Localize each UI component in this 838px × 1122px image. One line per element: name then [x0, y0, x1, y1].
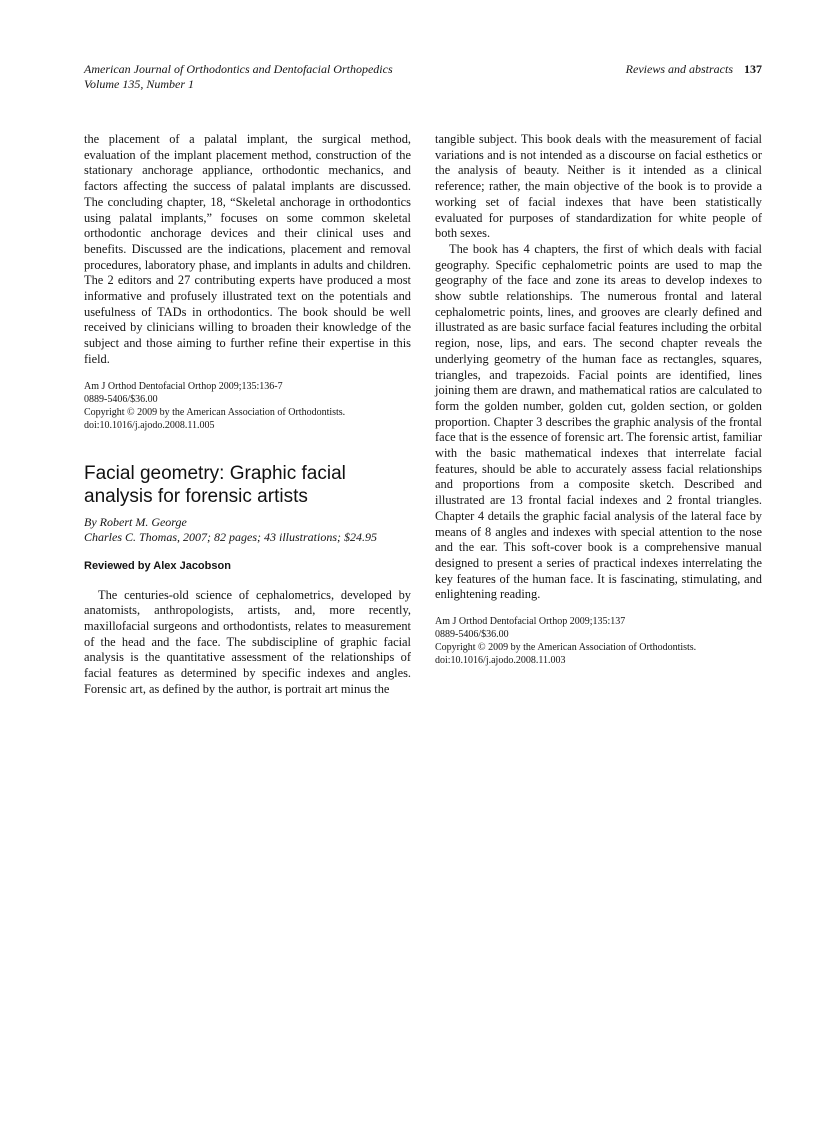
journal-info	[84, 62, 393, 92]
citation-line: Copyright © 2009 by the American Association of Orthodontists.	[84, 406, 346, 418]
left-column	[84, 132, 411, 697]
right-column	[435, 132, 762, 697]
volume-line: Volume 135, Number 1	[84, 77, 194, 91]
citation-line: 0889-5406/$36.00	[435, 629, 509, 641]
review-byline	[84, 515, 411, 545]
review-second-paragraph: The book has 4 chapters, the first of which deals with facial geography. Specific cephalometric points are used to map the geography of the face and zone its areas to develop indexes to show subtle relationships. The numerous frontal and lateral cephalometric points, lines, and grooves are clearly defined and illustrated as are basic surface facial features including the orbital region, nose, lips, and ears. The second chapter reveals the underlying geometry of the human face as rectangles, squares, triangles, and trapezoids. Facial points are identified, lines joining them are drawn, and mathematical ratios are calculated to form the golden number, golden cut, golden section, or golden proportion. Chapter 3 describes the graphic analysis of the frontal face that is the essence of forensic art. The forensic artist, familiar with the basic mathematical indexes that interrelate facial features, should be able to accurately assess facial relationships and proportions from a composite sketch. Described and illustrated are 13 frontal facial indexes and 2 frontal triangles. Chapter 4 details the graphic facial analysis of the lateral face by means of 8 angles and indexes with special attention to the nose and the ear. This soft-cover book is a comprehensive manual designed to present a series of practical indexes interrelating the key features of the human face. It is fascinating, stimulating, and enlightening reading.	[435, 241, 762, 602]
two-column-body	[84, 132, 762, 697]
citation-block-current-review	[435, 615, 762, 667]
journal-title: American Journal of Orthodontics and Dentofacial Orthopedics	[84, 62, 393, 76]
citation-line: Am J Orthod Dentofacial Orthop 2009;135:137	[435, 616, 626, 628]
running-head	[626, 62, 762, 77]
citation-line: Copyright © 2009 by the American Association of Orthodontists.	[435, 642, 697, 654]
review-title: Facial geometry: Graphic facial analysis for forensic artists	[84, 462, 346, 507]
citation-block-previous-review	[84, 380, 411, 432]
citation-line: doi:10.1016/j.ajodo.2008.11.003	[435, 655, 566, 667]
citation-line: doi:10.1016/j.ajodo.2008.11.005	[84, 419, 215, 431]
byline-author: By Robert M. George	[84, 514, 187, 529]
section-name: Reviews and abstracts	[625, 62, 733, 76]
page-header	[84, 62, 762, 92]
continuation-paragraph: the placement of a palatal implant, the surgical method, evaluation of the implant placement method, construction of the stationary anchorage appliance, orthodontic mechanics, and factors affecting the success of palatal implants are discussed. The concluding chapter, 18, “Skeletal anchorage in orthodontics using palatal implants,” focuses on some common skeletal orthodontic anchorage devices and their clinical uses and benefits. Discussed are the indications, placement and removal procedures, laboratory phase, and implants in adults and children. The 2 editors and 27 contributing experts have produced a most informative and profusely illustrated text on the potentials and usefulness of TADs in orthodontics. The book should be well received by clinicians willing to broaden their knowledge of the subject and those aiming to further refine their expertise in this field.	[84, 132, 411, 366]
page-number: 137	[744, 62, 762, 76]
review-opening-paragraph: The centuries-old science of cephalometrics, developed by anatomists, anthropologists, artists, and, more recently, maxillofacial surgeons and orthodontists, relates to measurement of the head and the face. The subdiscipline of graphic facial analysis is the quantitative assessment of the relationships of facial features as determined by specific indexes and angles. Forensic art, as defined by the author, is portrait art minus the	[84, 587, 411, 696]
citation-line: Am J Orthod Dentofacial Orthop 2009;135:136-7	[84, 380, 283, 392]
review-continuation-paragraph: tangible subject. This book deals with the measurement of facial variations and is not intended as a discourse on facial esthetics or the analysis of beauty. Neither is it intended as a clinical reference; rather, the main objective of the book is to provide a working set of facial indexes that have been statistically evaluated for purposes of standardization for white people of both sexes.	[435, 132, 762, 241]
reviewed-by-line: Reviewed by Alex Jacobson	[84, 559, 231, 572]
citation-line: 0889-5406/$36.00	[84, 393, 158, 405]
byline-publisher: Charles C. Thomas, 2007; 82 pages; 43 illustrations; $24.95	[84, 529, 378, 544]
